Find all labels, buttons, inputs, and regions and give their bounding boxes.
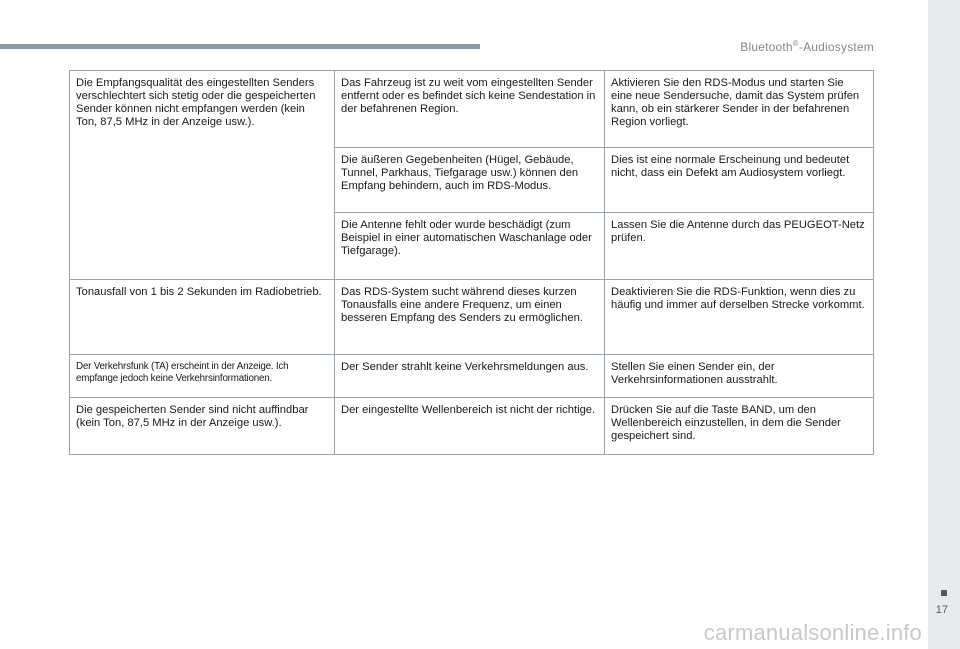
- header-rule: [0, 44, 480, 49]
- cause-cell: Der eingestellte Wellenbereich ist nicht der richtige.: [335, 398, 605, 455]
- question-cell: Tonausfall von 1 bis 2 Sekunden im Radiobetrieb.: [70, 280, 335, 355]
- question-cell: Der Verkehrsfunk (TA) erscheint in der Anzeige. Ich empfange jedoch keine Verkehrsinformationen.: [70, 355, 335, 398]
- question-cell: Die Empfangsqualität des eingestellten Senders verschlechtert sich stetig oder die gespeicherten Sender können nicht empfangen werden (kein Ton, 87,5 MHz in der Anzeige usw.).: [70, 71, 335, 280]
- table-row: [70, 71, 874, 148]
- cause-cell: Das Fahrzeug ist zu weit vom eingestellten Sender entfernt oder es befindet sich keine Sendestation in der befahrenen Region.: [335, 71, 605, 148]
- solution-cell: Lassen Sie die Antenne durch das PEUGEOT-Netz prüfen.: [605, 213, 874, 280]
- page-number: 17: [935, 604, 948, 616]
- cause-cell: Der Sender strahlt keine Verkehrsmeldungen aus.: [335, 355, 605, 398]
- table-row: [70, 355, 874, 398]
- question-cell: Die gespeicherten Sender sind nicht auffindbar (kein Ton, 87,5 MHz in der Anzeige usw.).: [70, 398, 335, 455]
- cause-cell: Das RDS-System sucht während dieses kurzen Tonausfalls eine andere Frequenz, um einen besseren Empfang des Senders zu ermöglichen.: [335, 280, 605, 355]
- solution-cell: Stellen Sie einen Sender ein, der Verkehrsinformationen ausstrahlt.: [605, 355, 874, 398]
- watermark: carmanualsonline.info: [703, 620, 922, 645]
- solution-cell: Aktivieren Sie den RDS-Modus und starten Sie eine neue Sendersuche, damit das System prüfen kann, ob ein stärkerer Sender in der befahrenen Region vorliegt.: [605, 71, 874, 148]
- solution-cell: Deaktivieren Sie die RDS-Funktion, wenn dies zu häufig und immer auf derselben Strecke vorkommt.: [605, 280, 874, 355]
- cause-cell: Die Antenne fehlt oder wurde beschädigt (zum Beispiel in einer automatischen Waschanlage oder Tiefgarage).: [335, 213, 605, 280]
- solution-cell: Drücken Sie auf die Taste BAND, um den Wellenbereich einzustellen, in dem die Sender gespeichert sind.: [605, 398, 874, 455]
- troubleshooting-table: [69, 70, 874, 455]
- page-marker-icon: [941, 590, 947, 596]
- table-row: [70, 280, 874, 355]
- cause-cell: Die äußeren Gegebenheiten (Hügel, Gebäude, Tunnel, Parkhaus, Tiefgarage usw.) können den Empfang behindern, auch im RDS-Modus.: [335, 148, 605, 213]
- section-title: Bluetooth®-Audiosystem: [740, 39, 874, 54]
- solution-cell: Dies ist eine normale Erscheinung und bedeutet nicht, dass ein Defekt am Audiosystem vorliegt.: [605, 148, 874, 213]
- side-band: [928, 0, 960, 649]
- table-row: [70, 398, 874, 455]
